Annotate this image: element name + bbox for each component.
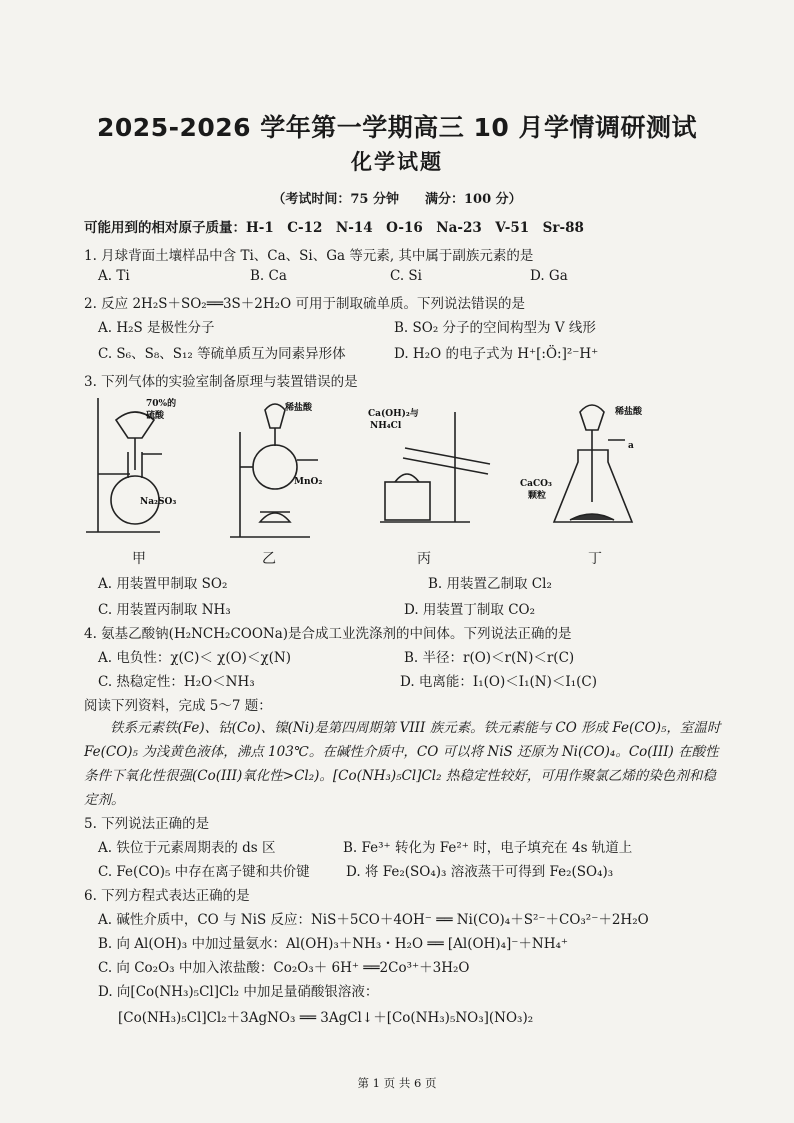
fig-jia-acid2: 硫酸 [146, 411, 165, 421]
q1-option-a: A. Ti [98, 268, 130, 284]
fig-label-bing: 丙 [417, 551, 431, 567]
apparatus-diagram [80, 392, 720, 572]
page-title: 2025-2026 学年第一学期高三 10 月学情调研测试 [97, 113, 697, 142]
q5-option-d: D. 将 Fe₂(SO₄)₃ 溶液蒸干可得到 Fe₂(SO₄)₃ [346, 864, 614, 880]
fig-ding-a: a [628, 441, 634, 451]
q4-stem: 4. 氨基乙酸钠(H₂NCH₂COONa)是合成工业洗涤剂的中间体。下列说法正确的是 [84, 626, 572, 642]
q5-stem: 5. 下列说法正确的是 [84, 816, 210, 832]
q5-option-c: C. Fe(CO)₅ 中存在离子键和共价键 [98, 864, 310, 880]
q6-option-c: C. 向 Co₂O₃ 中加入浓盐酸：Co₂O₃＋ 6H⁺ ══2Co³⁺＋3H₂O [98, 960, 470, 976]
q6-option-d-equation: [Co(NH₃)₅Cl]Cl₂＋3AgNO₃ ══ 3AgCl↓＋[Co(NH₃)₅NO₃](NO₃)₂ [118, 1010, 534, 1026]
q5-option-a: A. 铁位于元素周期表的 ds 区 [98, 840, 276, 856]
apparatus-figure [80, 392, 720, 572]
q1-option-b: B. Ca [250, 268, 287, 284]
atomic-masses: 可能用到的相对原子质量：H-1 C-12 N-14 O-16 Na-23 V-51 Sr-88 [84, 220, 584, 236]
fig-yi-solid: MnO₂ [294, 477, 323, 487]
q2-option-c: C. S₆、S₈、S₁₂ 等硫单质互为同素异形体 [98, 346, 346, 362]
q2-stem: 2. 反应 2H₂S＋SO₂══3S＋2H₂O 可用于制取硫单质。下列说法错误的是 [84, 296, 525, 312]
q3-option-c: C. 用装置丙制取 NH₃ [98, 602, 231, 618]
q4-option-b: B. 半径：r(O)＜r(N)＜r(C) [404, 650, 575, 666]
q3-option-b: B. 用装置乙制取 Cl₂ [428, 576, 552, 592]
q6-option-a: A. 碱性介质中，CO 与 NiS 反应：NiS＋5CO＋4OH⁻ ══ Ni(CO)₄＋S²⁻＋CO₃²⁻＋2H₂O [98, 912, 649, 928]
fig-label-ding: 丁 [588, 551, 602, 567]
exam-time-info: （考试时间：75 分钟 满分：100 分） [272, 192, 522, 207]
fig-bing-reagent2: NH₄Cl [370, 421, 402, 431]
reading-intro: 阅读下列资料，完成 5～7 题： [84, 698, 272, 714]
q2-option-a: A. H₂S 是极性分子 [98, 320, 215, 336]
q4-option-a: A. 电负性：χ(C)＜ χ(O)＜χ(N) [98, 650, 291, 666]
q4-option-d: D. 电离能：I₁(O)＜I₁(N)＜I₁(C) [400, 674, 597, 690]
fig-ding-solid2: 颗粒 [528, 491, 547, 501]
fig-bing-reagent1: Ca(OH)₂与 [368, 409, 419, 419]
fig-jia-acid: 70%的 [146, 399, 177, 409]
fig-jia-solid: Na₂SO₃ [140, 497, 177, 507]
fig-label-jia: 甲 [132, 551, 146, 567]
q3-stem: 3. 下列气体的实验室制备原理与装置错误的是 [84, 374, 358, 390]
q6-option-d: D. 向[Co(NH₃)₅Cl]Cl₂ 中加足量硝酸银溶液： [98, 984, 379, 1000]
q6-option-b: B. 向 Al(OH)₃ 中加过量氨水：Al(OH)₃＋NH₃・H₂O ══ [Al(OH)₄]⁻＋NH₄⁺ [98, 936, 569, 952]
fig-ding-acid: 稀盐酸 [615, 407, 643, 417]
fig-yi-acid: 稀盐酸 [285, 403, 313, 413]
fig-ding-solid1: CaCO₃ [520, 479, 552, 489]
page-subtitle: 化学试题 [351, 150, 443, 174]
q2-option-d: D. H₂O 的电子式为 H⁺[:Ö:]²⁻H⁺ [394, 346, 599, 362]
q5-option-b: B. Fe³⁺ 转化为 Fe²⁺ 时，电子填充在 4s 轨道上 [343, 840, 633, 856]
q2-option-b: B. SO₂ 分子的空间构型为 V 线形 [394, 320, 596, 336]
q3-option-d: D. 用装置丁制取 CO₂ [404, 602, 536, 618]
reading-text: 铁系元素铁(Fe)、钴(Co)、镍(Ni)是第四周期第 VIII 族元素。铁元素能与 CO 形成 Fe(CO)₅，室温时 Fe(CO)₅ 为浅黄色液体，沸点 103℃。在碱性介质中，CO 可以将 NiS 还原为 Ni(CO)₄。Co(III) 在酸性条件下氧化性很强(Co(III)氧化性>Cl₂)。[Co(NH₃)₅Cl]Cl₂ 热稳定性较好，可用作聚氯乙烯的染色剂和稳定剂。 [84, 720, 721, 808]
q3-option-a: A. 用装置甲制取 SO₂ [98, 576, 228, 592]
fig-label-yi: 乙 [262, 551, 276, 567]
q1-option-d: D. Ga [530, 268, 568, 284]
page-footer: 第 1 页 共 6 页 [357, 1076, 437, 1090]
q6-stem: 6. 下列方程式表达正确的是 [84, 888, 250, 904]
q1-option-c: C. Si [390, 268, 422, 284]
q4-option-c: C. 热稳定性：H₂O＜NH₃ [98, 674, 255, 690]
q1-stem: 1. 月球背面土壤样品中含 Ti、Ca、Si、Ga 等元素, 其中属于副族元素的是 [84, 248, 534, 264]
